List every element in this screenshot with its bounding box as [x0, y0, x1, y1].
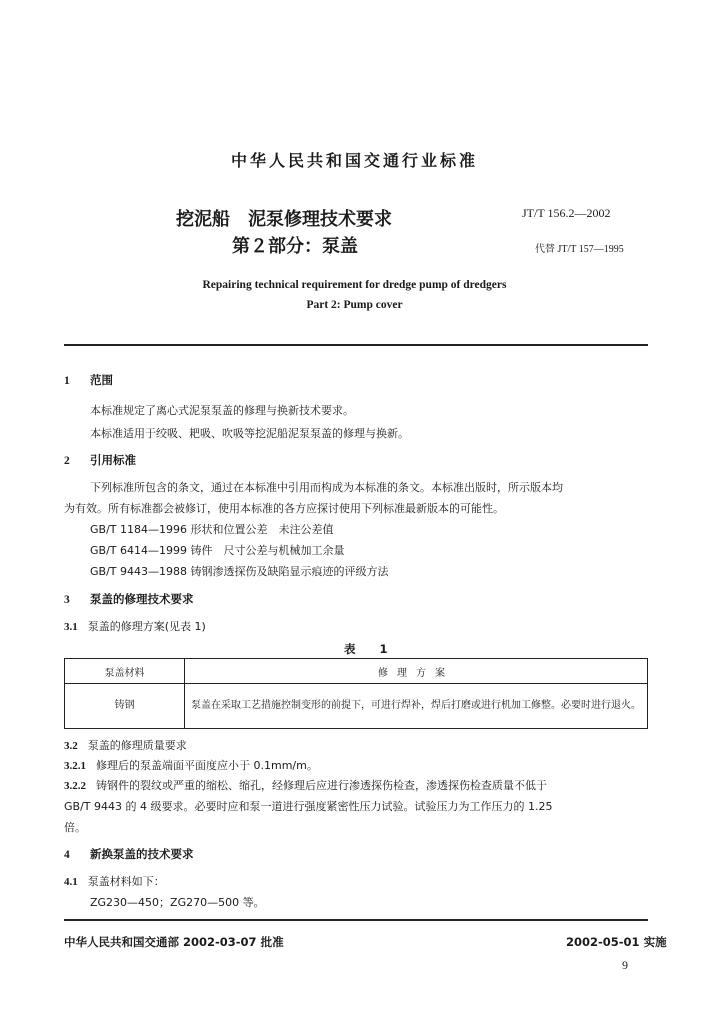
paragraph: 下列标准所包含的条文，通过在本标准中引用而构成为本标准的条文。本标准出版时，所示版本均: [90, 481, 563, 494]
paragraph: 倍。: [64, 821, 86, 834]
table-header-row: [65, 659, 648, 684]
clause-number: 4.1: [64, 876, 78, 888]
clause-text: 修理后的泵盖端面平面度应小于 0.1mm/m。: [96, 759, 318, 772]
bottom-divider: [64, 919, 648, 921]
approval-note: 中华人民共和国交通部 2002-03-07 批准: [64, 935, 284, 949]
section-title: 引用标准: [90, 453, 136, 467]
section-number: 2: [64, 455, 70, 467]
english-subtitle: Part 2: Pump cover: [306, 299, 403, 311]
section-title: 范围: [90, 373, 113, 387]
clause-text: 泵盖的修理方案(见表 1): [87, 620, 206, 633]
clause-number: 3.2.1: [64, 760, 86, 772]
section-2-heading: [64, 452, 136, 468]
section-number: 1: [64, 375, 70, 387]
column-header-material: 泵盖材料: [65, 659, 185, 684]
clause-4-1: [64, 873, 165, 889]
clause-text: 泵盖的修理质量要求: [87, 739, 187, 752]
normative-reference: GB/T 1184—1996 形状和位置公差 未注公差值: [90, 523, 334, 536]
cell-material: 铸钢: [65, 684, 185, 729]
clause-number: 3.1: [64, 621, 78, 633]
page-number: 9: [622, 958, 628, 972]
section-title: 泵盖的修理技术要求: [90, 592, 194, 606]
section-4-heading: [64, 846, 194, 862]
issuing-body-title: 中华人民共和国交通行业标准: [230, 151, 478, 170]
paragraph: 为有效。所有标准都会被修订，使用本标准的各方应探讨使用下列标准最新版本的可能性。: [64, 502, 504, 515]
paragraph: 本标准规定了离心式泥泵泵盖的修理与换新技术要求。: [90, 404, 354, 417]
normative-reference: GB/T 9443—1988 铸钢渗透探伤及缺陷显示痕迹的评级方法: [90, 565, 389, 578]
cell-scheme: 泵盖在采取工艺措施控制变形的前提下，可进行焊补，焊后打磨或进行机加工修整。必要时进行退火。: [185, 684, 648, 729]
replaces-standard: 代替 JT/T 157—1995: [535, 244, 624, 255]
english-title: Repairing technical requirement for dredge pump of dredgers: [202, 279, 507, 291]
clause-text: 泵盖材料如下：: [87, 875, 165, 888]
material-list: ZG230—450；ZG270—500 等。: [90, 896, 265, 909]
section-title: 新换泵盖的技术要求: [90, 847, 194, 861]
column-header-scheme: 修理方案: [185, 659, 648, 684]
clause-3-2: [64, 737, 187, 753]
clause-number: 3.2: [64, 740, 78, 752]
section-number: 4: [64, 849, 70, 861]
document-title: 挖泥船 泥泵修理技术要求: [176, 209, 392, 230]
paragraph: GB/T 9443 的 4 级要求。必要时应和泵一道进行强度紧密性压力试验。试验压力为工作压力的 1.25: [64, 800, 553, 813]
section-1-heading: [64, 372, 113, 388]
clause-number: 3.2.2: [64, 780, 86, 792]
implementation-date: 2002-05-01 实施: [566, 935, 667, 949]
repair-scheme-table: [64, 658, 648, 729]
section-3-heading: [64, 591, 194, 607]
top-divider: [64, 344, 648, 346]
standard-number: JT/T 156.2—2002: [522, 206, 611, 220]
section-number: 3: [64, 594, 70, 606]
document-subtitle: 第２部分：泵盖: [232, 236, 358, 257]
clause-3-2-2: [64, 777, 547, 793]
table-caption: 表 1: [344, 642, 398, 656]
clause-text: 铸钢件的裂纹或严重的缩松、缩孔，经修理后应进行渗透探伤检查，渗透探伤检查质量不低于: [96, 779, 547, 792]
normative-reference: GB/T 6414—1999 铸件 尺寸公差与机械加工余量: [90, 544, 345, 557]
clause-3-2-1: [64, 757, 318, 773]
paragraph: 本标准适用于绞吸、耙吸、吹吸等挖泥船泥泵泵盖的修理与换新。: [90, 427, 409, 440]
clause-3-1: [64, 618, 206, 634]
table-row: [65, 684, 648, 729]
